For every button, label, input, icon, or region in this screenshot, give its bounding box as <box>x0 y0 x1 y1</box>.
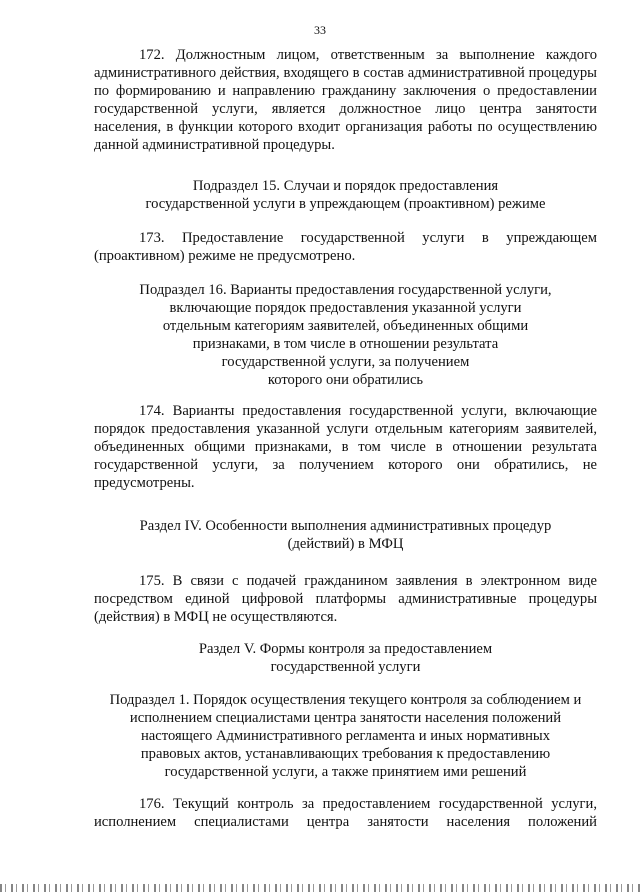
heading-line: Подраздел 16. Варианты предоставления государственной услуги, <box>139 282 552 298</box>
heading-line: государственной услуги <box>270 659 421 675</box>
paragraph-175: 175. В связи с подачей гражданином заявления в электронном виде посредством единой цифровой платформы административные процедуры (действия) в МФЦ не осуществляются. <box>94 573 597 625</box>
heading-line: государственной услуги в упреждающем (проактивном) режиме <box>145 196 546 212</box>
subsection-1-heading <box>94 691 597 781</box>
heading-line: (действий) в МФЦ <box>287 536 404 552</box>
heading-line: Раздел IV. Особенности выполнения административных процедур <box>139 518 552 534</box>
subsection-15-heading <box>94 177 597 213</box>
heading-line: Подраздел 15. Случаи и порядок предоставления <box>192 178 499 194</box>
paragraph-176: 176. Текущий контроль за предоставлением государственной услуги, исполнением специалистами центра занятости населения положений <box>94 796 597 830</box>
subsection-16-heading <box>94 281 597 389</box>
heading-line: исполнением специалистами центра занятости населения положений <box>129 710 562 726</box>
heading-line: признаками, в том числе в отношении результата <box>192 336 499 352</box>
paragraph-174: 174. Варианты предоставления государственной услуги, включающие порядок предоставления указанной услуги отдельным категориям заявителей, объединенных общими признаками, в том числе в отношении результата государственной услуги, за получением которого они обратились, не предусмотрены. <box>94 403 597 491</box>
paragraph-173: 173. Предоставление государственной услуги в упреждающем (проактивном) режиме не предусмотрено. <box>94 230 597 264</box>
heading-line: государственной услуги, а также принятием ими решений <box>164 764 527 780</box>
scan-edge <box>0 884 640 892</box>
heading-line: правовых актов, устанавливающих требования к предоставлению <box>140 746 551 762</box>
section-4-heading <box>94 517 597 553</box>
page-number: 33 <box>314 23 326 37</box>
heading-line: настоящего Административного регламента и иных нормативных <box>141 728 550 744</box>
heading-line: которого они обратились <box>267 372 424 388</box>
paragraph-172: 172. Должностным лицом, ответственным за выполнение каждого административного действия, входящего в состав административной процедуры по формированию и направлению гражданину заключения о предоставлении государственной услуги, является должностное лицо центра занятости населения, в функции которого входит организация работы по осуществлению данной административной процедуры. <box>94 47 597 153</box>
section-5-heading <box>94 640 597 676</box>
heading-line: Подраздел 1. Порядок осуществления текущего контроля за соблюдением и <box>109 692 582 708</box>
heading-line: Раздел V. Формы контроля за предоставлением <box>198 641 493 657</box>
heading-line: государственной услуги, за получением <box>221 354 470 370</box>
heading-line: отдельным категориям заявителей, объединенных общими <box>162 318 529 334</box>
heading-line: включающие порядок предоставления указанной услуги <box>169 300 522 316</box>
